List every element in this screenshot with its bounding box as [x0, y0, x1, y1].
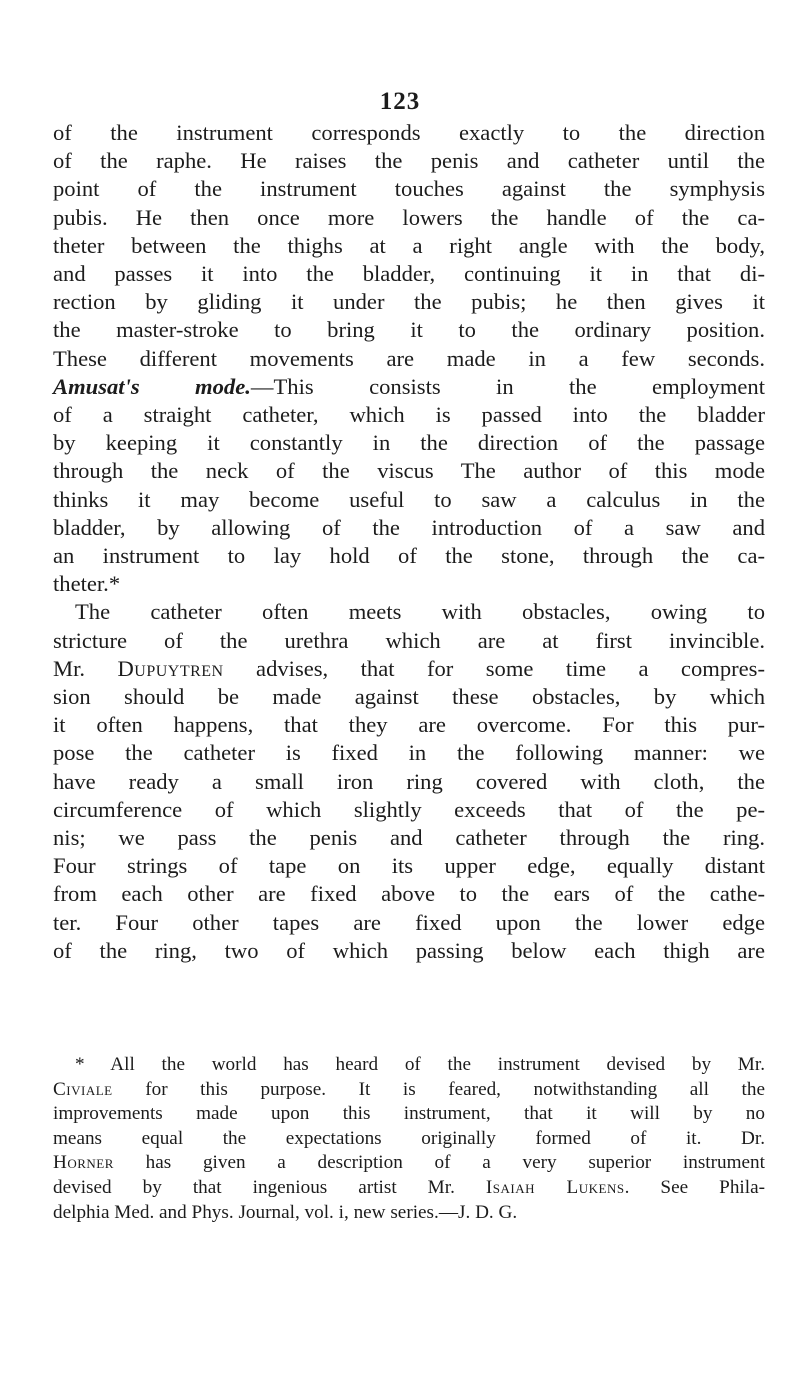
body-text — [53, 119, 765, 965]
line-text: pubis. He then once more lowers the handle of the ca- — [53, 204, 765, 230]
person-name: Isaiah Lukens — [485, 1176, 625, 1198]
text-line — [53, 627, 765, 655]
line-text: * All the world has heard of the instrument devised by Mr. — [75, 1054, 765, 1075]
text-line — [53, 683, 765, 711]
text-line — [53, 175, 765, 203]
line-text: an instrument to lay hold of the stone, through the ca- — [53, 543, 765, 569]
line-text: for this purpose. It is feared, notwithstanding all the — [112, 1078, 765, 1100]
line-text: has given a description of a very superior instrument — [113, 1152, 765, 1174]
section-heading: Amusat's mode. — [53, 373, 251, 399]
text-line — [53, 655, 765, 683]
line-prefix: devised by that ingenious artist Mr. — [53, 1176, 486, 1198]
text-line — [53, 288, 765, 316]
text-line — [53, 570, 765, 598]
footnote-line — [53, 1078, 765, 1103]
line-text: of the raphe. He raises the penis and catheter until the — [53, 148, 765, 174]
footnote-line — [53, 1127, 765, 1152]
text-line — [53, 739, 765, 767]
line-text: the master-stroke to bring it to the ordinary position. — [53, 317, 765, 343]
footnote-line — [53, 1201, 765, 1226]
person-name: Horner — [53, 1152, 114, 1174]
line-text: it often happens, that they are overcome. For this pur- — [53, 712, 765, 738]
line-text: theter.* — [53, 571, 121, 597]
line-text: The catheter often meets with obstacles, owing to — [75, 599, 765, 625]
line-text: pose the catheter is fixed in the following manner: we — [53, 740, 765, 766]
text-line — [53, 147, 765, 175]
text-line — [53, 937, 765, 965]
line-text: ter. Four other tapes are fixed upon the lower edge — [53, 909, 765, 935]
text-line — [53, 824, 765, 852]
line-text: of a straight catheter, which is passed into the bladder — [53, 402, 765, 428]
line-text: and passes it into the bladder, continuing it in that di- — [53, 261, 765, 287]
line-text: by keeping it constantly in the direction of the passage — [53, 430, 765, 456]
text-line — [53, 373, 765, 401]
line-text: sion should be made against these obstacles, by which — [53, 684, 765, 710]
line-text: circumference of which slightly exceeds that of the pe- — [53, 796, 765, 822]
footnote-line — [53, 1176, 765, 1201]
text-line — [53, 260, 765, 288]
page-number: 123 — [379, 88, 421, 115]
text-line — [53, 119, 765, 147]
line-text: of the ring, two of which passing below each thigh are — [53, 937, 765, 963]
text-line — [53, 598, 765, 626]
text-line — [53, 514, 765, 542]
line-text: theter between the thighs at a right angle with the body, — [53, 232, 765, 258]
text-line — [53, 429, 765, 457]
line-text: These different movements are made in a few seconds. — [53, 345, 765, 371]
text-line — [53, 880, 765, 908]
text-line — [53, 457, 765, 485]
line-text: rection by gliding it under the pubis; he then gives it — [53, 289, 765, 315]
text-line — [53, 486, 765, 514]
text-line — [53, 796, 765, 824]
line-text: delphia Med. and Phys. Journal, vol. i, new series.—J. D. G. — [53, 1201, 518, 1223]
line-text: nis; we pass the penis and catheter through the ring. — [53, 825, 765, 851]
footnote — [53, 1053, 765, 1225]
text-line — [53, 768, 765, 796]
text-line — [53, 345, 765, 373]
text-line — [53, 316, 765, 344]
text-line — [53, 711, 765, 739]
text-line — [53, 204, 765, 232]
line-text: improvements made upon this instrument, that it will by no — [53, 1103, 765, 1125]
text-line — [53, 909, 765, 937]
line-text: thinks it may become useful to saw a calculus in the — [53, 486, 765, 512]
text-line — [53, 852, 765, 880]
line-text: have ready a small iron ring covered with cloth, the — [53, 768, 765, 794]
line-text: of the instrument corresponds exactly to the direction — [53, 120, 765, 145]
line-text: stricture of the urethra which are at first invincible. — [53, 627, 765, 653]
line-text: point of the instrument touches against the symphysis — [53, 176, 765, 202]
footnote-line — [53, 1151, 765, 1176]
line-text: means equal the expectations originally formed of it. Dr. — [53, 1127, 765, 1149]
text-line — [53, 542, 765, 570]
line-text: from each other are fixed above to the ears of the cathe- — [53, 881, 765, 907]
line-text: bladder, by allowing of the introduction of a saw and — [53, 514, 765, 540]
footnote-line — [53, 1102, 765, 1127]
footnote-line — [53, 1053, 765, 1078]
line-text: advises, that for some time a compres- — [223, 655, 765, 681]
line-text: —This consists in the employment — [250, 373, 765, 399]
line-text: through the neck of the viscus The author of this mode — [53, 458, 765, 484]
text-line — [53, 232, 765, 260]
line-text: Four strings of tape on its upper edge, equally distant — [53, 853, 765, 879]
text-line — [53, 401, 765, 429]
person-name: Dupuytren — [117, 655, 224, 681]
line-text: . See Phila- — [624, 1176, 765, 1198]
line-prefix: Mr. — [53, 655, 118, 681]
person-name: Civiale — [53, 1078, 113, 1100]
